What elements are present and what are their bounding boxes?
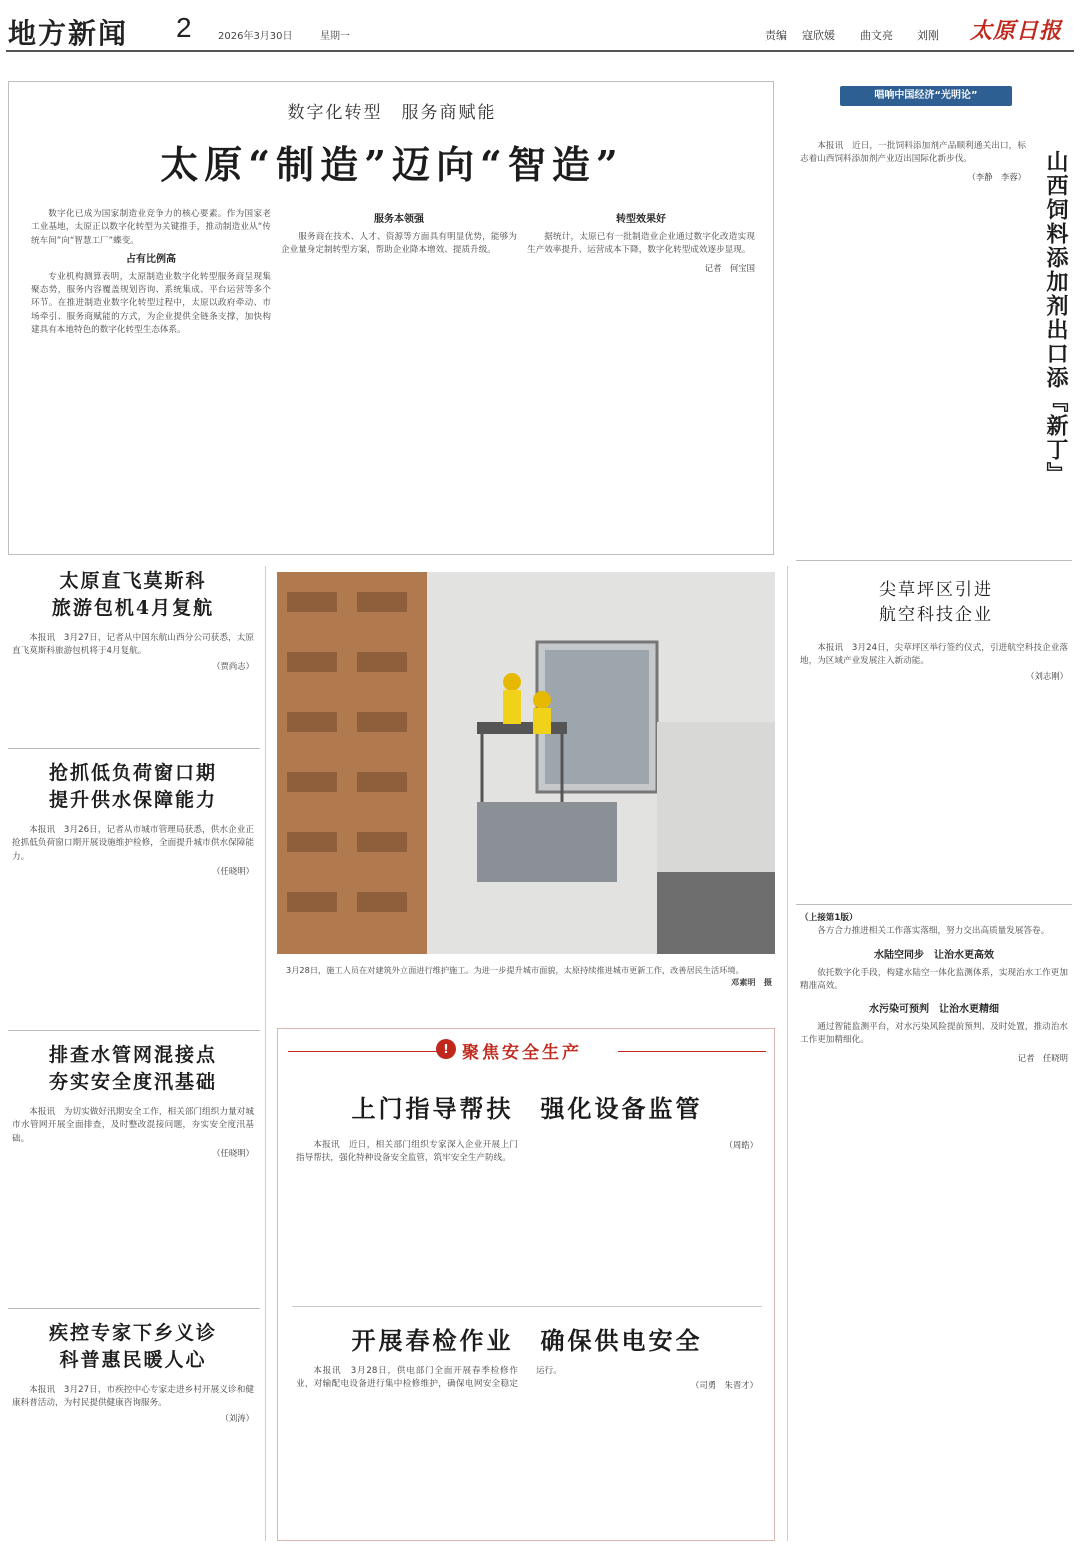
masthead-rule bbox=[6, 50, 1074, 52]
sidebar-tag-text: 唱响中国经济“光明论” bbox=[874, 90, 978, 101]
brief-3-signature: （任晓明） bbox=[212, 1147, 254, 1158]
lead-article bbox=[8, 81, 774, 555]
brief-3-title-line-2: 夯实安全度汛基础 bbox=[48, 1071, 217, 1093]
lead-section-2-text: 服务商在技术、人才、资源等方面具有明显优势，能够为企业量身定制转型方案，帮助企业降本增效、提质升级。 bbox=[281, 232, 517, 256]
safety-article-1-text: 本报讯 近日，相关部门组织专家深入企业开展上门指导帮扶，强化特种设备安全监管，筑牢安全生产防线。 bbox=[296, 1140, 518, 1164]
brief-3 bbox=[8, 1042, 258, 1292]
brief-4-signature: （刘涛） bbox=[220, 1412, 254, 1423]
right-brief-1-title-line-1: 尖草坪区引进 bbox=[879, 580, 993, 600]
safety-section bbox=[277, 1028, 775, 1541]
lead-subhead-3: 转型效果好 bbox=[616, 214, 666, 225]
continued-marker: （上接第1版） bbox=[800, 913, 858, 923]
continued-subhead-1: 水陆空同步 让治水更高效 bbox=[874, 949, 994, 961]
lead-subhead-2: 服务本领强 bbox=[374, 214, 424, 225]
photo-caption-text: 3月28日，施工人员在对建筑外立面进行维护施工。为进一步提升城市面貌，太原持续推进城市更新工作，改善居民生活环境。 bbox=[286, 965, 744, 975]
right-rule-1 bbox=[796, 904, 1072, 905]
brief-3-title-line-1: 排查水管网混接点 bbox=[48, 1044, 217, 1066]
brief-1-signature: （贾尚志） bbox=[212, 660, 254, 671]
brief-4-title-line-2: 科普惠民暖人心 bbox=[59, 1349, 207, 1371]
safety-banner-rule-left bbox=[288, 1051, 438, 1052]
lead-column-2 bbox=[281, 208, 517, 546]
proofreader-name: 刘刚 bbox=[917, 29, 939, 42]
warning-icon: ! bbox=[436, 1039, 456, 1059]
safety-banner-rule-right bbox=[618, 1051, 766, 1052]
brief-2-body bbox=[8, 824, 258, 1014]
brief-3-text: 本报讯 为切实做好汛期安全工作，相关部门组织力量对城市水管网开展全面排查，及时整改混接问题，夯实安全度汛基础。 bbox=[12, 1107, 254, 1144]
brief-2-text: 本报讯 3月26日，记者从市城市管理局获悉，供水企业正抢抓低负荷窗口期开展设施维护检修，全面提升城市供水保障能力。 bbox=[12, 825, 254, 862]
brief-2 bbox=[8, 760, 258, 1020]
brief-1-title-line-1: 太原直飞莫斯科 bbox=[59, 570, 207, 592]
safety-article-1-body bbox=[296, 1139, 758, 1307]
brief-1 bbox=[8, 568, 258, 718]
brief-2-title-line-1: 抢抓低负荷窗口期 bbox=[48, 762, 217, 784]
continued-signature: 记者 任晓明 bbox=[1017, 1052, 1068, 1063]
masthead bbox=[0, 0, 1080, 58]
page-number: 2 bbox=[176, 12, 192, 43]
safety-banner bbox=[428, 1037, 628, 1063]
safety-article-2-body bbox=[296, 1365, 758, 1533]
safety-article-2-title: 开展春检作业 确保供电安全 bbox=[351, 1326, 703, 1355]
sidebar-signature: （李静 李蓉） bbox=[967, 171, 1026, 182]
brief-2-title-line-2: 提升供水保障能力 bbox=[48, 789, 217, 811]
photo-caption bbox=[286, 964, 772, 1004]
sidebar-body bbox=[800, 140, 1026, 535]
brief-4 bbox=[8, 1320, 258, 1540]
continued-section-2-text: 通过智能监测平台，对水污染风险提前预判、及时处置，推动治水工作更加精细化。 bbox=[800, 1022, 1068, 1046]
safety-article-1-title: 上门指导帮扶 强化设备监管 bbox=[351, 1094, 703, 1123]
right-brief-1-body bbox=[800, 642, 1072, 874]
safety-article-2-text: 本报讯 3月28日，供电部门全面开展春季检修作业，对输配电设备进行集中检修维护，确保电网安全稳定运行。 bbox=[296, 1366, 562, 1390]
lead-intro: 数字化已成为国家制造业竞争力的核心要素。作为国家老工业基地，太原正以数字化转型为关键推手，推动制造业从“传统车间”向“智慧工厂”蝶变。 bbox=[31, 209, 271, 246]
lead-signature: 记者 何宝国 bbox=[704, 262, 755, 273]
lead-headline: 太原“制造”迈向“智造” bbox=[160, 142, 624, 187]
right-column-divider bbox=[787, 566, 788, 1541]
right-brief-1-text: 本报讯 3月24日，尖草坪区举行签约仪式，引进航空科技企业落地，为区域产业发展注入新动能。 bbox=[800, 643, 1068, 667]
lead-section-3-text: 据统计，太原已有一批制造业企业通过数字化改造实现生产效率提升、运营成本下降，数字化转型成效逐步显现。 bbox=[527, 232, 755, 256]
lead-section-1-text: 专业机构测算表明，太原制造业数字化转型服务商呈现集聚态势，服务内容覆盖规划咨询、系统集成、平台运营等多个环节。在推进制造业数字化转型过程中，太原以政府牵动、市场牵引、服务商赋能的方式，为企业提供全链条支撑，加快构建具有本地特色的数字化转型生态体系。 bbox=[31, 271, 271, 336]
lead-kicker: 数字化转型 服务商赋能 bbox=[287, 103, 497, 123]
designer-name: 曲文亮 bbox=[860, 29, 893, 42]
sidebar-text: 本报讯 近日，一批饲料添加剂产品顺利通关出口，标志着山西饲料添加剂产业迈出国际化新步伐。 bbox=[800, 141, 1026, 165]
safety-banner-text: 聚焦安全生产 bbox=[462, 1043, 582, 1063]
building-facade-illustration bbox=[277, 572, 775, 954]
lead-column-3 bbox=[527, 208, 755, 546]
photo-credit: 邓素明 摄 bbox=[731, 977, 772, 987]
sidebar-vertical-title: 山西饲料添加剂出口添『新丁』 bbox=[1043, 150, 1069, 486]
right-brief-1-signature: （刘志刚） bbox=[1026, 670, 1068, 681]
left-rule-3 bbox=[8, 1308, 260, 1309]
issue-date: 2026年3月30日 bbox=[218, 31, 293, 42]
continued-text: 各方合力推进相关工作落实落细，努力交出高质量发展答卷。 bbox=[817, 926, 1050, 937]
left-rule-1 bbox=[8, 748, 260, 749]
brief-1-title-line-2: 旅游包机4月复航 bbox=[51, 597, 215, 619]
safety-article-1-signature: （周皓） bbox=[724, 1140, 758, 1150]
brief-4-text: 本报讯 3月27日，市疾控中心专家走进乡村开展义诊和健康科普活动，为村民提供健康咨询服务。 bbox=[12, 1385, 254, 1409]
brief-3-body bbox=[8, 1106, 258, 1292]
editor-label: 责编 bbox=[765, 29, 787, 42]
continued-section-1-text: 依托数字化手段，构建水陆空一体化监测体系，实现治水工作更加精准高效。 bbox=[800, 967, 1068, 991]
section-title: 地方新闻 bbox=[8, 17, 129, 50]
left-rule-2 bbox=[8, 1030, 260, 1031]
brief-2-signature: （任晓明） bbox=[212, 865, 254, 876]
brief-4-title-line-1: 疾控专家下乡义诊 bbox=[48, 1322, 217, 1344]
brief-4-body bbox=[8, 1384, 258, 1540]
brief-1-body bbox=[8, 632, 258, 710]
brief-1-text: 本报讯 3月27日，记者从中国东航山西分公司获悉，太原直飞莫斯科旅游包机将于4月复航。 bbox=[12, 633, 254, 657]
safety-article-2-signature: （司勇 朱晋才） bbox=[691, 1380, 758, 1391]
left-column-divider bbox=[265, 566, 266, 1541]
sidebar-tag bbox=[840, 86, 1012, 106]
right-brief-1-title-line-2: 航空科技企业 bbox=[879, 605, 993, 625]
right-brief-1 bbox=[800, 578, 1072, 878]
issue-weekday: 星期一 bbox=[320, 31, 350, 42]
newspaper-logo: 太原日报 bbox=[970, 18, 1063, 44]
sidebar-rule bbox=[796, 560, 1072, 561]
news-photo bbox=[277, 572, 775, 954]
safety-divider bbox=[292, 1306, 762, 1307]
lead-subhead-1: 占有比例高 bbox=[126, 253, 176, 265]
lead-column-1 bbox=[31, 208, 271, 546]
continued-article bbox=[800, 912, 1072, 1540]
continued-subhead-2: 水污染可预判 让治水更精细 bbox=[869, 1004, 999, 1016]
editor-name: 寇欣媛 bbox=[802, 29, 835, 42]
